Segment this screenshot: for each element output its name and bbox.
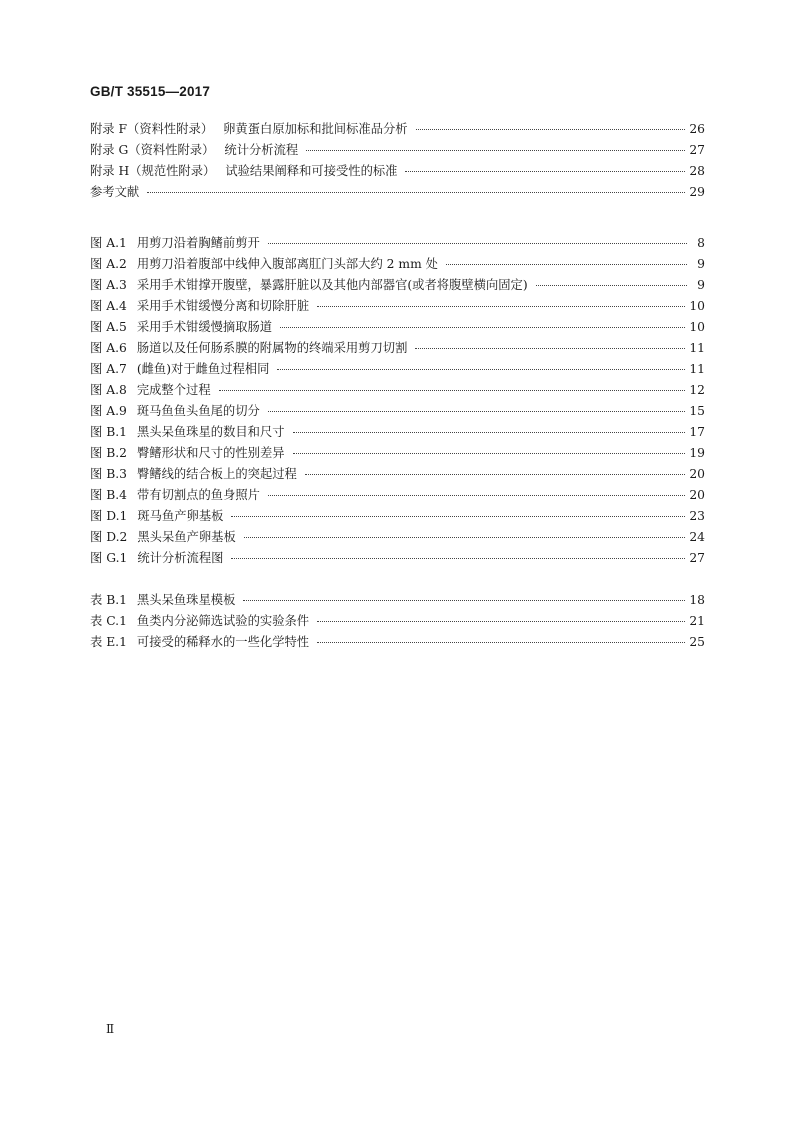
toc-entry-page: 11 [689, 362, 705, 376]
toc-dot-leader [416, 129, 686, 130]
toc-entry-title: 带有切割点的鱼身照片 [136, 488, 260, 502]
toc-dot-leader [293, 453, 686, 454]
toc-entry[interactable] [90, 296, 705, 317]
toc-entry-label: 附录 F（资料性附录） [90, 122, 214, 136]
toc-entry-label: 表 E.1 [90, 635, 127, 649]
toc-dot-leader [446, 264, 687, 265]
toc-entry[interactable] [90, 590, 705, 611]
toc-entry[interactable] [90, 506, 705, 527]
toc-entry-label: 图 B.1 [90, 425, 127, 439]
toc-entry[interactable] [90, 161, 705, 182]
toc-entry-title: 臀鳍线的结合板上的突起过程 [136, 467, 297, 481]
toc-dot-leader [268, 411, 686, 412]
toc-entry[interactable] [90, 401, 705, 422]
page-number: Ⅱ [106, 1022, 115, 1036]
toc-figure-list [90, 233, 705, 569]
toc-entry-title: 统计分析流程 [224, 143, 299, 157]
toc-entry-page: 23 [689, 509, 705, 523]
toc-dot-leader [244, 537, 686, 538]
toc-entry[interactable] [90, 485, 705, 506]
toc-entry-title: 可接受的稀释水的一些化学特性 [136, 635, 310, 649]
toc-dot-leader [219, 390, 686, 391]
toc-dot-leader [280, 327, 685, 328]
toc-entry-page: 10 [689, 299, 705, 313]
toc-entry-label: 附录 H（规范性附录） [90, 164, 216, 178]
toc-dot-leader [405, 171, 685, 172]
page-header-standard-code: GB/T 35515—2017 [90, 84, 211, 99]
toc-entry[interactable] [90, 422, 705, 443]
toc-dot-leader [231, 516, 685, 517]
toc-table-list [90, 590, 705, 653]
toc-dot-leader [293, 432, 686, 433]
toc-entry-title: 斑马鱼产卵基板 [137, 509, 224, 523]
toc-entry-page: 25 [689, 635, 705, 649]
toc-entry[interactable] [90, 338, 705, 359]
toc-entry[interactable] [90, 464, 705, 485]
toc-entry[interactable] [90, 548, 705, 569]
toc-entry-page: 9 [697, 257, 705, 271]
toc-entry-label: 附录 G（资料性附录） [90, 143, 215, 157]
toc-entry-title: 采用手术钳缓慢分离和切除肝脏 [136, 299, 309, 313]
toc-dot-leader [277, 369, 685, 370]
toc-entry-title: 鱼类内分泌筛选试验的实验条件 [136, 614, 310, 628]
toc-entry-page: 21 [689, 614, 705, 628]
toc-entry[interactable] [90, 611, 705, 632]
toc-entry-page: 17 [689, 425, 705, 439]
toc-entry-page: 28 [689, 164, 705, 178]
toc-entry-title: 臀鳍形状和尺寸的性别差异 [136, 446, 285, 460]
toc-appendix-list [90, 119, 705, 203]
toc-entry-label: 图 D.1 [90, 509, 128, 523]
toc-entry-page: 9 [697, 278, 705, 292]
toc-dot-leader [305, 474, 685, 475]
toc-entry-title: 黑头呆鱼产卵基板 [137, 530, 236, 544]
toc-entry-title: 完成整个过程 [136, 383, 211, 397]
toc-entry-page: 18 [689, 593, 705, 607]
toc-entry-title: 用剪刀沿着腹部中线伸入腹部离肛门头部大约 2 mm 处 [136, 257, 438, 271]
toc-entry-label: 图 A.1 [90, 236, 127, 250]
toc-dot-leader [268, 495, 685, 496]
toc-entry-title: 采用手术钳撑开腹壁，暴露肝脏以及其他内部器官(或者将腹壁横向固定) [136, 278, 528, 292]
toc-entry-page: 12 [689, 383, 705, 397]
toc-entry-title: 卵黄蛋白原加标和批间标准品分析 [223, 122, 408, 136]
toc-entry-label: 图 A.3 [90, 278, 127, 292]
toc-dot-leader [317, 621, 685, 622]
toc-entry-label: 图 B.4 [90, 488, 127, 502]
toc-dot-leader [268, 243, 687, 244]
toc-entry[interactable] [90, 275, 705, 296]
toc-dot-leader [147, 192, 685, 193]
toc-entry-page: 27 [689, 551, 705, 565]
toc-entry-label: 图 D.2 [90, 530, 128, 544]
toc-entry-page: 29 [689, 185, 705, 199]
toc-entry-label: 表 B.1 [90, 593, 127, 607]
toc-entry-page: 20 [689, 467, 705, 481]
toc-entry[interactable] [90, 140, 705, 161]
toc-entry-title: 用剪刀沿着胸鳍前剪开 [136, 236, 260, 250]
toc-entry-title: (雌鱼)对于雌鱼过程相同 [136, 362, 270, 376]
toc-dot-leader [536, 285, 687, 286]
toc-entry[interactable] [90, 317, 705, 338]
toc-entry-label: 表 C.1 [90, 614, 127, 628]
toc-entry-label: 图 A.4 [90, 299, 127, 313]
toc-entry[interactable] [90, 233, 705, 254]
toc-entry-title: 采用手术钳缓慢摘取肠道 [136, 320, 273, 334]
toc-entry[interactable] [90, 182, 705, 203]
toc-entry-page: 8 [697, 236, 705, 250]
toc-entry[interactable] [90, 527, 705, 548]
toc-entry-page: 27 [689, 143, 705, 157]
toc-entry-page: 11 [689, 341, 705, 355]
toc-entry-title: 参考文献 [90, 185, 140, 199]
toc-entry-label: 图 G.1 [90, 551, 128, 565]
toc-entry-page: 24 [689, 530, 705, 544]
toc-entry-label: 图 A.2 [90, 257, 127, 271]
toc-dot-leader [231, 558, 685, 559]
toc-entry-label: 图 A.8 [90, 383, 127, 397]
toc-entry[interactable] [90, 443, 705, 464]
toc-entry-title: 统计分析流程图 [137, 551, 224, 565]
toc-entry-page: 10 [689, 320, 705, 334]
toc-entry[interactable] [90, 632, 705, 653]
toc-dot-leader [243, 600, 685, 601]
toc-entry-title: 黑头呆鱼珠星的数目和尺寸 [136, 425, 285, 439]
toc-entry-label: 图 B.2 [90, 446, 127, 460]
toc-entry[interactable] [90, 359, 705, 380]
toc-entry[interactable] [90, 380, 705, 401]
toc-entry-label: 图 A.6 [90, 341, 127, 355]
toc-entry-page: 15 [689, 404, 705, 418]
toc-entry-label: 图 A.9 [90, 404, 127, 418]
toc-entry-label: 图 B.3 [90, 467, 127, 481]
toc-entry[interactable] [90, 254, 705, 275]
toc-entry-label: 图 A.7 [90, 362, 127, 376]
toc-dot-leader [317, 642, 685, 643]
toc-entry-title: 试验结果阐释和可接受性的标准 [225, 164, 398, 178]
toc-entry-page: 19 [689, 446, 705, 460]
toc-entry-page: 20 [689, 488, 705, 502]
toc-entry-title: 黑头呆鱼珠星模板 [136, 593, 236, 607]
toc-entry-label: 图 A.5 [90, 320, 127, 334]
toc-dot-leader [415, 348, 685, 349]
toc-entry-title: 肠道以及任何肠系膜的附属物的终端采用剪刀切割 [136, 341, 408, 355]
toc-dot-leader [306, 150, 685, 151]
toc-entry-title: 斑马鱼鱼头鱼尾的切分 [136, 404, 260, 418]
toc-entry-page: 26 [689, 122, 705, 136]
toc-entry[interactable] [90, 119, 705, 140]
toc-dot-leader [317, 306, 685, 307]
